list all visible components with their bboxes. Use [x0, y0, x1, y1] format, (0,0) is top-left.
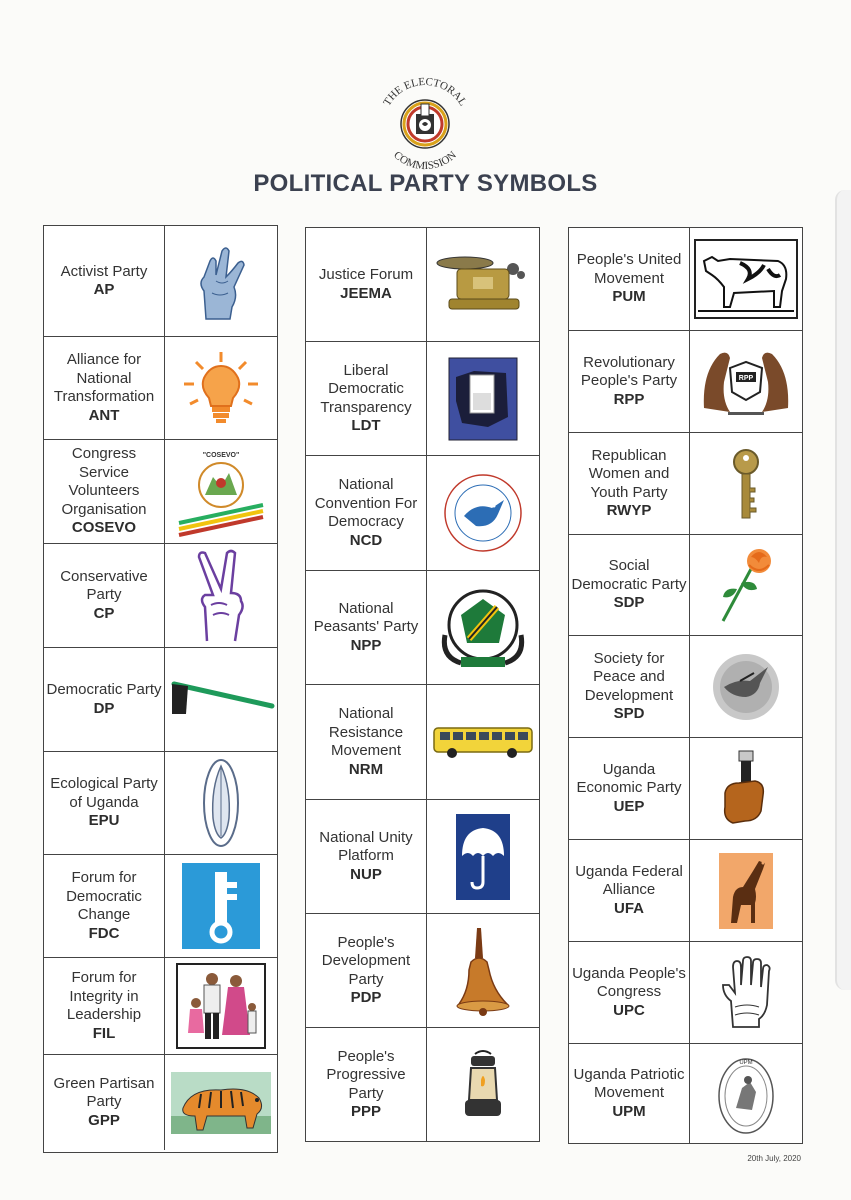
document-date: 20th July, 2020: [747, 1154, 801, 1163]
party-abbr: NRM: [348, 760, 384, 778]
svg-text:"COSEVO": "COSEVO": [202, 451, 240, 459]
svg-text:UPM: UPM: [739, 1059, 753, 1066]
party-row: [569, 738, 802, 840]
praying-hands-icon: [201, 758, 241, 848]
party-abbr: EPU: [88, 812, 120, 830]
party-abbr: RPP: [613, 390, 645, 408]
party-name: National Peasants' Party: [313, 599, 419, 636]
party-abbr: DP: [93, 699, 115, 717]
bell-icon: [453, 924, 513, 1018]
party-row: [306, 228, 539, 342]
party-row: [306, 685, 539, 800]
party-row: [306, 456, 539, 571]
party-row: [44, 958, 277, 1055]
party-row: [44, 337, 277, 440]
party-row: [569, 228, 802, 331]
party-abbr: SDP: [613, 594, 645, 612]
family-icon: [176, 963, 266, 1049]
party-abbr: PUM: [612, 288, 646, 306]
party-name: Republican Women and Youth Party: [588, 446, 670, 501]
party-abbr: FIL: [92, 1024, 116, 1042]
party-name: Liberal Democratic Transparency: [320, 361, 412, 416]
bus-icon: [432, 724, 534, 760]
party-row: [569, 331, 802, 433]
electoral-commission-logo: [370, 74, 480, 170]
party-name: Revolutionary People's Party: [580, 353, 678, 390]
umbrella-icon: [456, 814, 510, 900]
peace-bird-icon: [710, 651, 782, 723]
party-abbr: CP: [93, 604, 115, 622]
party-row: [306, 342, 539, 456]
hand-sign-icon: [186, 241, 256, 321]
party-row: [44, 1055, 277, 1150]
party-row: [306, 571, 539, 685]
party-name: Uganda Federal Alliance: [575, 862, 683, 899]
party-name: Conservative Party: [60, 567, 148, 604]
party-abbr: LDT: [351, 417, 381, 434]
party-abbr: UPC: [613, 1001, 645, 1019]
weighing-scale-icon: [433, 255, 533, 315]
party-abbr: UPM: [612, 1102, 646, 1120]
party-abbr: JEEMA: [340, 284, 392, 302]
party-name: Justice Forum: [318, 266, 414, 283]
party-row: [569, 433, 802, 535]
cow-icon: [694, 239, 798, 319]
page-title: POLITICAL PARTY SYMBOLS: [253, 170, 598, 197]
party-abbr: UEP: [613, 797, 645, 815]
party-name: Activist Party: [60, 262, 148, 280]
party-abbr: ANT: [88, 406, 120, 424]
party-abbr: UFA: [614, 899, 644, 917]
party-abbr: GPP: [88, 1111, 120, 1129]
party-name: Green Partisan Party: [53, 1074, 155, 1111]
party-column-2: [305, 227, 540, 1142]
party-abbr: NUP: [350, 865, 382, 883]
svg-text:RPP: RPP: [738, 374, 754, 382]
party-abbr: RWYP: [606, 502, 652, 519]
party-row: [44, 752, 277, 855]
v-sign-hand-icon: [191, 549, 251, 643]
glass-map-icon: [448, 357, 518, 441]
party-row: [569, 636, 802, 738]
lantern-icon: [461, 1048, 505, 1122]
party-row: [44, 544, 277, 648]
party-name: Society for Peace and Development: [584, 649, 674, 704]
party-row: [306, 1028, 539, 1141]
party-row: [569, 1044, 802, 1143]
svg-text:COMMISSION: COMMISSION: [391, 149, 459, 170]
party-name: People's Development Party: [321, 933, 411, 988]
dove-emblem-icon: [442, 472, 524, 554]
party-name: Democratic Party: [46, 681, 162, 698]
open-hand-icon: [719, 955, 773, 1031]
party-abbr: SPD: [613, 705, 645, 722]
party-name: People's United Movement: [576, 251, 682, 287]
party-abbr: PDP: [350, 989, 382, 1006]
party-abbr: AP: [93, 281, 115, 298]
upm-emblem-icon: [716, 1052, 776, 1136]
party-row: [306, 914, 539, 1028]
party-abbr: FDC: [88, 924, 120, 942]
door-key-icon: [731, 448, 761, 520]
party-row: [569, 840, 802, 942]
tiger-icon: [171, 1072, 271, 1134]
cosevo-emblem-icon: [173, 447, 269, 537]
party-row: [306, 800, 539, 914]
party-name: People's Progressive Party: [326, 1047, 406, 1102]
party-row: [569, 535, 802, 636]
party-row: [44, 648, 277, 752]
party-abbr: PPP: [350, 1103, 381, 1120]
party-name: Congress Service Volunteers Organisation: [61, 445, 147, 518]
party-name: Forum for Democratic Change: [66, 869, 142, 923]
party-name: Uganda People's Congress: [572, 964, 686, 1001]
giraffe-icon: [719, 853, 773, 929]
light-bulb-icon: [176, 348, 266, 428]
npp-emblem-icon: [435, 585, 531, 671]
rose-icon: [711, 545, 781, 625]
party-abbr: NPP: [350, 636, 382, 654]
party-abbr: COSEVO: [71, 519, 137, 537]
party-row: [569, 942, 802, 1044]
party-row: [44, 226, 277, 337]
party-name: Ecological Party of Uganda: [50, 775, 158, 811]
page-edge: [835, 190, 851, 990]
party-abbr: NCD: [349, 531, 383, 549]
party-name: National Unity Platform: [319, 828, 413, 865]
party-column-3: [568, 227, 803, 1144]
hands-map-icon: [700, 342, 792, 422]
torch-icon: [721, 749, 771, 829]
hoe-icon: [166, 680, 276, 720]
party-name: Social Democratic Party: [571, 557, 687, 593]
party-name: National Convention For Democracy: [314, 476, 418, 530]
key-icon: [181, 862, 261, 950]
party-column-1: [43, 225, 278, 1153]
party-name: Uganda Economic Party: [576, 760, 682, 797]
svg-text:THE ELECTORAL: THE ELECTORAL: [381, 75, 469, 109]
party-row: [44, 855, 277, 958]
party-name: Uganda Patriotic Movement: [573, 1065, 685, 1102]
party-name: Forum for Integrity in Leadership: [66, 969, 142, 1023]
party-row: [44, 440, 277, 544]
party-name: Alliance for National Transformation: [53, 351, 155, 405]
party-name: National Resistance Movement: [328, 705, 404, 759]
